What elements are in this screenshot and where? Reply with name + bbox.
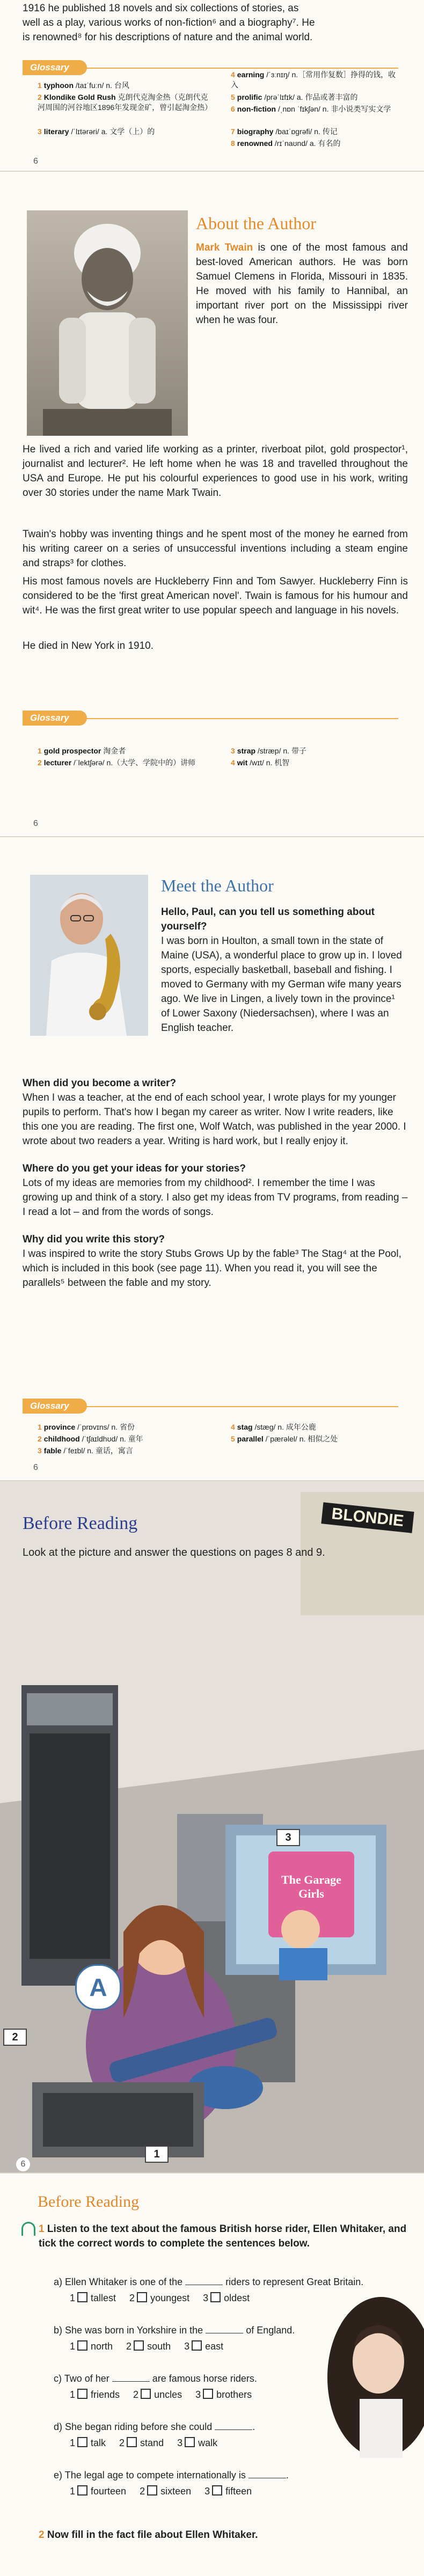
glossary-item: 1 typhoon /taɪˈfuːn/ n. 台风 [38,81,129,90]
option-checkbox[interactable] [192,2340,202,2351]
picture-label-1: 1 [145,2146,169,2163]
exercise-item-e: e) The legal age to compete internationally is . [54,2470,289,2480]
glossary-item: 4 stag /stæɡ/ n. 成年公鹿 [231,1423,316,1431]
blondie-poster: BLONDIE [321,1502,414,1533]
page-meet-author [0,837,424,1481]
option-checkbox[interactable] [210,2292,221,2302]
option-checkbox[interactable] [77,2485,87,2496]
page-number: 6 [33,819,38,828]
ellen-whitaker-photo [322,2297,424,2458]
option-checkbox[interactable] [185,2437,195,2447]
option-checkbox[interactable] [77,2389,87,2399]
option-checkbox[interactable] [134,2340,144,2351]
label-a-circle: A [75,1964,121,2010]
question-3: Where do you get your ideas for your stories? [23,1163,246,1174]
intro-text-line2: well as a play, various works of non-fiction⁶ and a biography⁷. He [23,17,315,28]
mark-twain-photo [27,210,188,436]
paragraph-novels: His most famous novels are Huckleberry Finn and Tom Sawyer. Huckleberry Finn is considered to be the 'first great American novel'. Twain is famous for his humour and wit⁴. He was the first great writer to use popular speech and language in his novels. [23,576,408,616]
section-title: Before Reading [38,2193,140,2211]
answer-4: I was inspired to write the story Stubs Grows Up by the fable³ The Stag⁴ at the Pool, which is included in this book (see page 11). When you read it, you will see the parallels⁵ between the fable and my story. [23,1248,401,1289]
exercise-options-e: 1 fourteen 2 sixteen 3 fifteen [70,2486,252,2497]
glossary-item: 5 prolific /prəˈlɪfɪk/ a. 作品或著丰富的 [231,93,358,101]
glossary-item: 8 renowned /rɪˈnaʊnd/ a. 有名的 [231,139,341,148]
author-with-saxophone-photo [30,875,148,1036]
question-1: Hello, Paul, can you tell us something about yourself? [161,906,375,932]
option-checkbox[interactable] [141,2389,151,2399]
answer-3: Lots of my ideas are memories from my childhood². I remember the time I was growing up and think of a story. I also get my ideas from TV programs, from reading – I read a lot – and from the words of songs. [23,1177,408,1218]
option-checkbox[interactable] [77,2340,87,2351]
picture-label-2: 2 [3,2029,27,2046]
glossary-item: 7 biography /baɪˈɒɡrəfi/ n. 传记 [231,127,338,136]
question-4: Why did you write this story? [23,1234,165,1245]
exercise-options-b: 1 north 2 south 3 east [70,2341,224,2352]
glossary-item: 3 literary /ˈlɪtərəri/ a. 文学（上）的 [38,127,155,136]
exercise-item-d: d) She began riding before she could . [54,2421,255,2432]
exercise-options-a: 1 tallest 2 youngest 3 oldest [70,2293,250,2303]
intro-text-line3: is renowned⁸ for his descriptions of nature and the animal world. [23,32,313,43]
answer-2: When I was a teacher, at the end of each school year, I wrote plays for my younger pupils to perform. That's how I began my career as writer. Now I write readers, like this one you are reading. The first one, Wolf Watch, was published in the year 2000. I wrote about two readers a year. Writing is hard work, but I really enjoy it. [23,1092,406,1147]
question-2: When did you become a writer? [23,1078,177,1089]
paragraph-life: He lived a rich and varied life working as a printer, riverboat pilot, gold prospector¹, journalist and lecturer². He left home when he was 18 and travelled throughout the USA and Europe. He put his colourful experiences to good use in his work, writing over 30 stories under the name Mark Twain. [23,444,408,499]
option-checkbox[interactable] [203,2389,213,2399]
option-checkbox[interactable] [147,2485,157,2496]
page-about-author [0,172,424,837]
option-checkbox[interactable] [212,2485,222,2496]
glossary-item: 2 Klondike Gold Rush 克朗代克淘金热（克朗代克河周围的河谷地区1896年发现金矿，曾引起淘金热） [38,93,213,112]
picture-label-3: 3 [276,1829,300,1846]
glossary-item: 3 strap /stræp/ n. 带子 [231,747,306,755]
glossary-tab: Glossary [23,1399,87,1414]
glossary-item: 1 province /ˈprɒvɪns/ n. 省份 [38,1423,135,1431]
glossary-item: 6 non-fiction /ˌnɒn ˈfɪkʃən/ n. 非小说类写实文学 [231,105,391,113]
glossary-tab: Glossary [23,60,87,75]
page-before-reading-picture [0,1481,424,2174]
exercise-1-instruction: 1 Listen to the text about the famous British horse rider, Ellen Whitaker, and tick the correct words to complete the sentences below. [39,2223,407,2249]
paragraph-hobby: Twain's hobby was inventing things and he spent most of the money he earned from his writing career on a series of unsuccessful inventions including a steam engine and straps³ for clothes. [23,529,408,569]
exercise-item-a: a) Ellen Whitaker is one of the riders to represent Great Britain. [54,2277,364,2287]
glossary-item: 1 gold prospector 淘金者 [38,747,126,755]
glossary-item: 5 parallel /ˈpærəlel/ n. 相似之处 [231,1435,338,1443]
paragraph-death: He died in New York in 1910. [23,640,153,652]
glossary-item: 4 earning /ˈɜːnɪŋ/ n.［常用作复数］挣得的钱，收入 [231,70,396,89]
garage-band-illustration [0,1481,424,2174]
page-number: 6 [33,157,38,166]
section-title: About the Author [196,214,316,233]
glossary-item: 2 lecturer /ˈlektʃərə/ n.（大学、学院中的）讲师 [38,758,196,767]
exercise-item-c: c) Two of her are famous horse riders. [54,2373,257,2384]
glossary-item: 4 wit /wɪt/ n. 机智 [231,758,290,767]
option-checkbox[interactable] [127,2437,137,2447]
intro-text-line1: 1916 he published 18 novels and six collections of stories, as [23,3,299,14]
paragraph-intro: Mark Twain is one of the most famous and best-loved American authors. He was born Samuel Clemens in Florida, Missouri in 1835. He moved with his family to Hannibal, an important river port on the Mississippi river when he was four. [196,242,408,326]
glossary-item: 3 fable /ˈfeɪbl/ n. 童话，寓言 [38,1446,133,1455]
exercise-2-instruction: 2 Now fill in the fact file about Ellen Whitaker. [39,2529,258,2541]
answer-1-a: I was born in Houlton, a small town in the state of Maine (USA), a wonderful place to grow up in. I loved sports, especially basketball, baseball and fishing. I moved to Germany with my German wife many years ago. We live in Lingen, a lively town in the province¹ of Lower Saxony (Niedersachsen), where I was an English teacher. [161,935,402,1034]
garage-girls-sign: The Garage Girls [281,1873,341,1900]
exercise-options-c: 1 friends 2 uncles 3 brothers [70,2389,252,2400]
page-number: 6 [16,2157,30,2171]
page-before-reading-exercise [0,2174,424,2576]
page-glossary-intro [0,0,424,172]
section-title: Meet the Author [161,876,274,895]
glossary-tab: Glossary [23,711,87,726]
option-checkbox[interactable] [77,2292,87,2302]
page-number: 6 [33,1463,38,1472]
option-checkbox[interactable] [77,2437,87,2447]
instruction-text: Look at the picture and answer the questions on pages 8 and 9. [23,1547,325,1558]
exercise-item-b: b) She was born in Yorkshire in the of England. [54,2325,295,2336]
exercise-options-d: 1 talk 2 stand 3 walk [70,2438,218,2448]
section-title: Before Reading [23,1513,138,1533]
headphones-icon [21,2222,35,2236]
option-checkbox[interactable] [137,2292,147,2302]
glossary-item: 2 childhood /ˈtʃaɪldhʊd/ n. 童年 [38,1435,143,1443]
author-name: Mark Twain [196,242,253,253]
